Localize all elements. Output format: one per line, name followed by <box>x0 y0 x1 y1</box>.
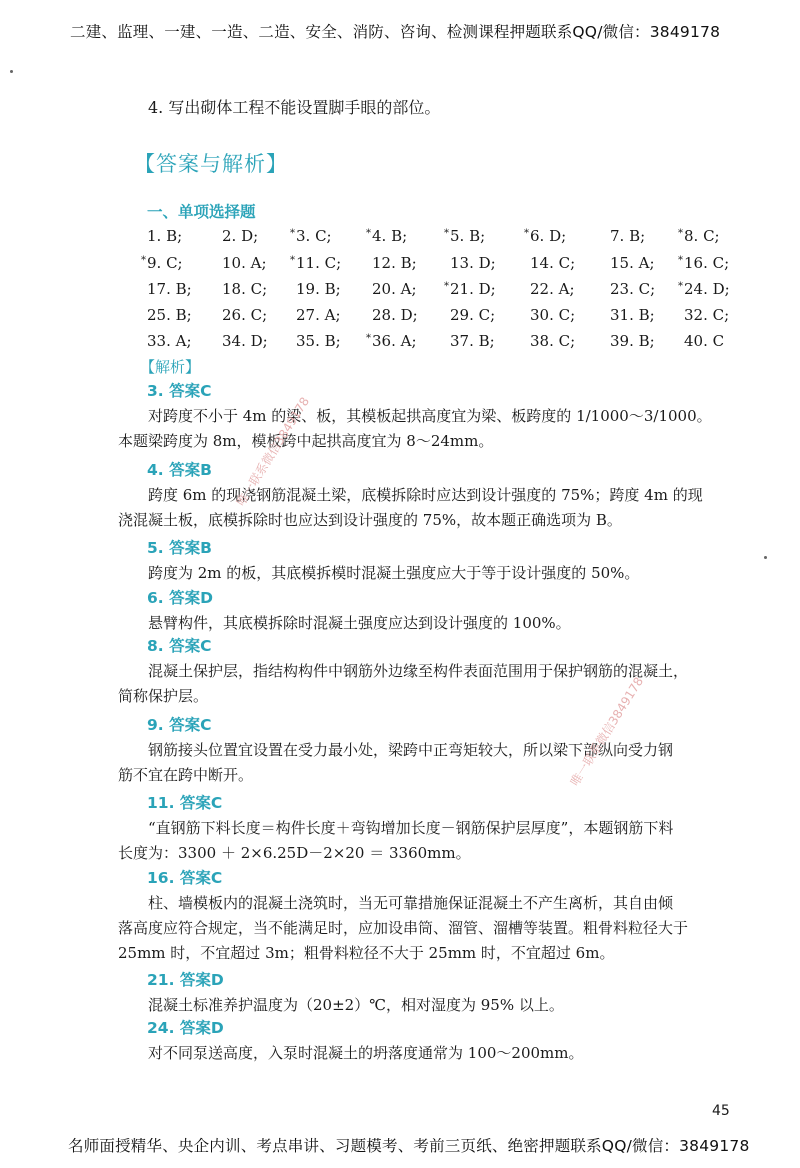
answer-label: 21. 答案D <box>147 971 224 989</box>
answer-text: 22. A; <box>530 280 575 298</box>
answer-item <box>684 332 724 350</box>
header-banner: 二建、监理、一建、一造、二造、安全、消防、咨询、检测课程押题联系QQ/微信：3849178 <box>70 23 721 41</box>
star-mark: * <box>366 228 371 239</box>
answer-item <box>444 280 496 298</box>
answer-text: 31. B; <box>610 306 655 324</box>
answer-item <box>678 227 720 245</box>
answer-label: 9. 答案C <box>147 716 212 734</box>
answer-text: 3. C; <box>296 227 332 245</box>
answer-item <box>222 332 268 350</box>
answer-item <box>222 280 267 298</box>
answer-item <box>450 306 495 324</box>
answer-text: 40. C <box>684 332 725 350</box>
answer-text: 24. D; <box>684 280 730 298</box>
answer-item <box>524 227 566 245</box>
answer-item <box>296 332 341 350</box>
star-mark: * <box>524 228 529 239</box>
answer-text: 2. D; <box>222 227 259 245</box>
answer-item <box>366 227 407 245</box>
explanation-line: 跨度 6m 的现浇钢筋混凝土梁，底模拆除时应达到设计强度的 75%；跨度 4m 的现 <box>148 486 703 504</box>
margin-mark <box>10 70 13 73</box>
answer-text: 21. D; <box>450 280 496 298</box>
answer-item <box>684 306 729 324</box>
answer-text: 36. A; <box>372 332 417 350</box>
answer-label: 8. 答案C <box>147 637 212 655</box>
explanation-line: “直钢筋下料长度＝构件长度＋弯钩增加长度－钢筋保护层厚度”，本题钢筋下料 <box>148 819 674 837</box>
answer-text: 10. A; <box>222 254 267 272</box>
answer-item <box>450 254 496 272</box>
answer-text: 11. C; <box>296 254 342 272</box>
answer-item <box>147 332 192 350</box>
answer-text: 26. C; <box>222 306 268 324</box>
explanation-line: 悬臂构件，其底模拆除时混凝土强度应达到设计强度的 100%。 <box>148 614 571 632</box>
answer-text: 34. D; <box>222 332 268 350</box>
answer-text: 23. C; <box>610 280 656 298</box>
explanation-line: 落高度应符合规定，当不能满足时，应加设串筒、溜管、溜槽等装置。粗骨料粒径大于 <box>118 919 689 937</box>
explanation-line: 柱、墙模板内的混凝土浇筑时，当无可靠措施保证混凝土不产生离析，其自由倾 <box>148 894 674 912</box>
answer-item <box>678 254 729 272</box>
answer-item <box>372 306 418 324</box>
answer-item <box>530 254 575 272</box>
answer-text: 6. D; <box>530 227 567 245</box>
answer-text: 38. C; <box>530 332 576 350</box>
answer-label: 16. 答案C <box>147 869 223 887</box>
analysis-title: 【解析】 <box>140 358 201 376</box>
explanation-line: 长度为：3300 ＋ 2×6.25D－2×20 ＝ 3360mm。 <box>118 844 471 862</box>
explanation-line: 25mm 时，不宜超过 3m；粗骨料粒径不大于 25mm 时，不宜超过 6m。 <box>118 944 615 962</box>
margin-mark <box>764 556 767 559</box>
answer-text: 17. B; <box>147 280 192 298</box>
answer-text: 12. B; <box>372 254 417 272</box>
answer-section-title: 【答案与解析】 <box>134 152 288 176</box>
star-mark: * <box>678 281 683 292</box>
answer-text: 20. A; <box>372 280 417 298</box>
explanation-line: 混凝土保护层，指结构构件中钢筋外边缘至构件表面范围用于保护钢筋的混凝土， <box>148 662 689 680</box>
explanation-line: 混凝土标准养护温度为（20±2）℃，相对湿度为 95% 以上。 <box>148 996 564 1014</box>
answer-text: 27. A; <box>296 306 341 324</box>
answer-text: 8. C; <box>684 227 720 245</box>
explanation-line: 对不同泵送高度，入泵时混凝土的坍落度通常为 100～200mm。 <box>148 1044 584 1062</box>
watermark: 唯一联系微信3849178 <box>233 394 313 509</box>
answer-text: 33. A; <box>147 332 192 350</box>
answer-item <box>147 280 192 298</box>
answer-label: 5. 答案B <box>147 539 212 557</box>
answer-item <box>141 254 183 272</box>
answer-item <box>366 332 417 350</box>
answer-text: 4. B; <box>372 227 408 245</box>
watermark: 唯一联系微信3849178 <box>567 674 647 789</box>
answer-item <box>147 306 192 324</box>
star-mark: * <box>678 228 683 239</box>
answer-text: 30. C; <box>530 306 576 324</box>
star-mark: * <box>678 255 683 266</box>
answer-item <box>610 306 655 324</box>
answer-item <box>610 280 655 298</box>
answer-label: 24. 答案D <box>147 1019 224 1037</box>
answer-item <box>610 254 655 272</box>
answer-label: 6. 答案D <box>147 589 213 607</box>
star-mark: * <box>290 255 295 266</box>
answer-item <box>222 227 258 245</box>
answer-item <box>290 254 341 272</box>
question-4: 4. 写出砌体工程不能设置脚手眼的部位。 <box>148 98 441 117</box>
answer-text: 29. C; <box>450 306 496 324</box>
answer-text: 16. C; <box>684 254 730 272</box>
star-mark: * <box>366 333 371 344</box>
answer-item <box>530 306 575 324</box>
star-mark: * <box>141 255 146 266</box>
explanation-line: 浇混凝土板，底模拆除时也应达到设计强度的 75%，故本题正确选项为 B。 <box>118 511 622 529</box>
answer-text: 32. C; <box>684 306 730 324</box>
answer-item <box>678 280 730 298</box>
answer-item <box>147 227 182 245</box>
answer-item <box>296 280 341 298</box>
single-choice-title: 一、单项选择题 <box>147 203 256 221</box>
answer-label: 11. 答案C <box>147 794 223 812</box>
answer-item <box>530 332 575 350</box>
answer-text: 35. B; <box>296 332 341 350</box>
answer-item <box>290 227 332 245</box>
star-mark: * <box>444 228 449 239</box>
explanation-line: 跨度为 2m 的板，其底模拆模时混凝土强度应大于等于设计强度的 50%。 <box>148 564 640 582</box>
answer-item <box>530 280 575 298</box>
explanation-line: 简称保护层。 <box>118 687 209 705</box>
page-number: 45 <box>712 1103 730 1119</box>
answer-text: 37. B; <box>450 332 495 350</box>
answer-text: 14. C; <box>530 254 576 272</box>
answer-text: 1. B; <box>147 227 183 245</box>
star-mark: * <box>444 281 449 292</box>
answer-text: 39. B; <box>610 332 655 350</box>
answer-item <box>372 254 417 272</box>
answer-item <box>222 254 267 272</box>
explanation-line: 本题梁跨度为 8m，模板跨中起拱高度宜为 8～24mm。 <box>118 432 494 450</box>
answer-text: 28. D; <box>372 306 418 324</box>
answer-item <box>610 332 655 350</box>
answer-item <box>610 227 645 245</box>
answer-item <box>296 306 341 324</box>
explanation-line: 对跨度不小于 4m 的梁、板，其模板起拱高度宜为梁、板跨度的 1/1000～3/1000。 <box>148 407 712 425</box>
answer-item <box>372 280 417 298</box>
answer-label: 4. 答案B <box>147 461 212 479</box>
answer-text: 18. C; <box>222 280 268 298</box>
answer-item <box>222 306 267 324</box>
star-mark: * <box>290 228 295 239</box>
answer-text: 15. A; <box>610 254 655 272</box>
answer-text: 7. B; <box>610 227 646 245</box>
explanation-line: 钢筋接头位置宜设置在受力最小处，梁跨中正弯矩较大，所以梁下部纵向受力钢 <box>148 741 674 759</box>
answer-text: 25. B; <box>147 306 192 324</box>
answer-item <box>444 227 485 245</box>
footer-banner: 名师面授精华、央企内训、考点串讲、习题模考、考前三页纸、绝密押题联系QQ/微信：3849178 <box>68 1137 750 1155</box>
answer-text: 13. D; <box>450 254 496 272</box>
answer-label: 3. 答案C <box>147 382 212 400</box>
answer-item <box>450 332 495 350</box>
explanation-line: 筋不宜在跨中断开。 <box>118 766 254 784</box>
answer-text: 19. B; <box>296 280 341 298</box>
answer-text: 5. B; <box>450 227 486 245</box>
answer-text: 9. C; <box>147 254 183 272</box>
